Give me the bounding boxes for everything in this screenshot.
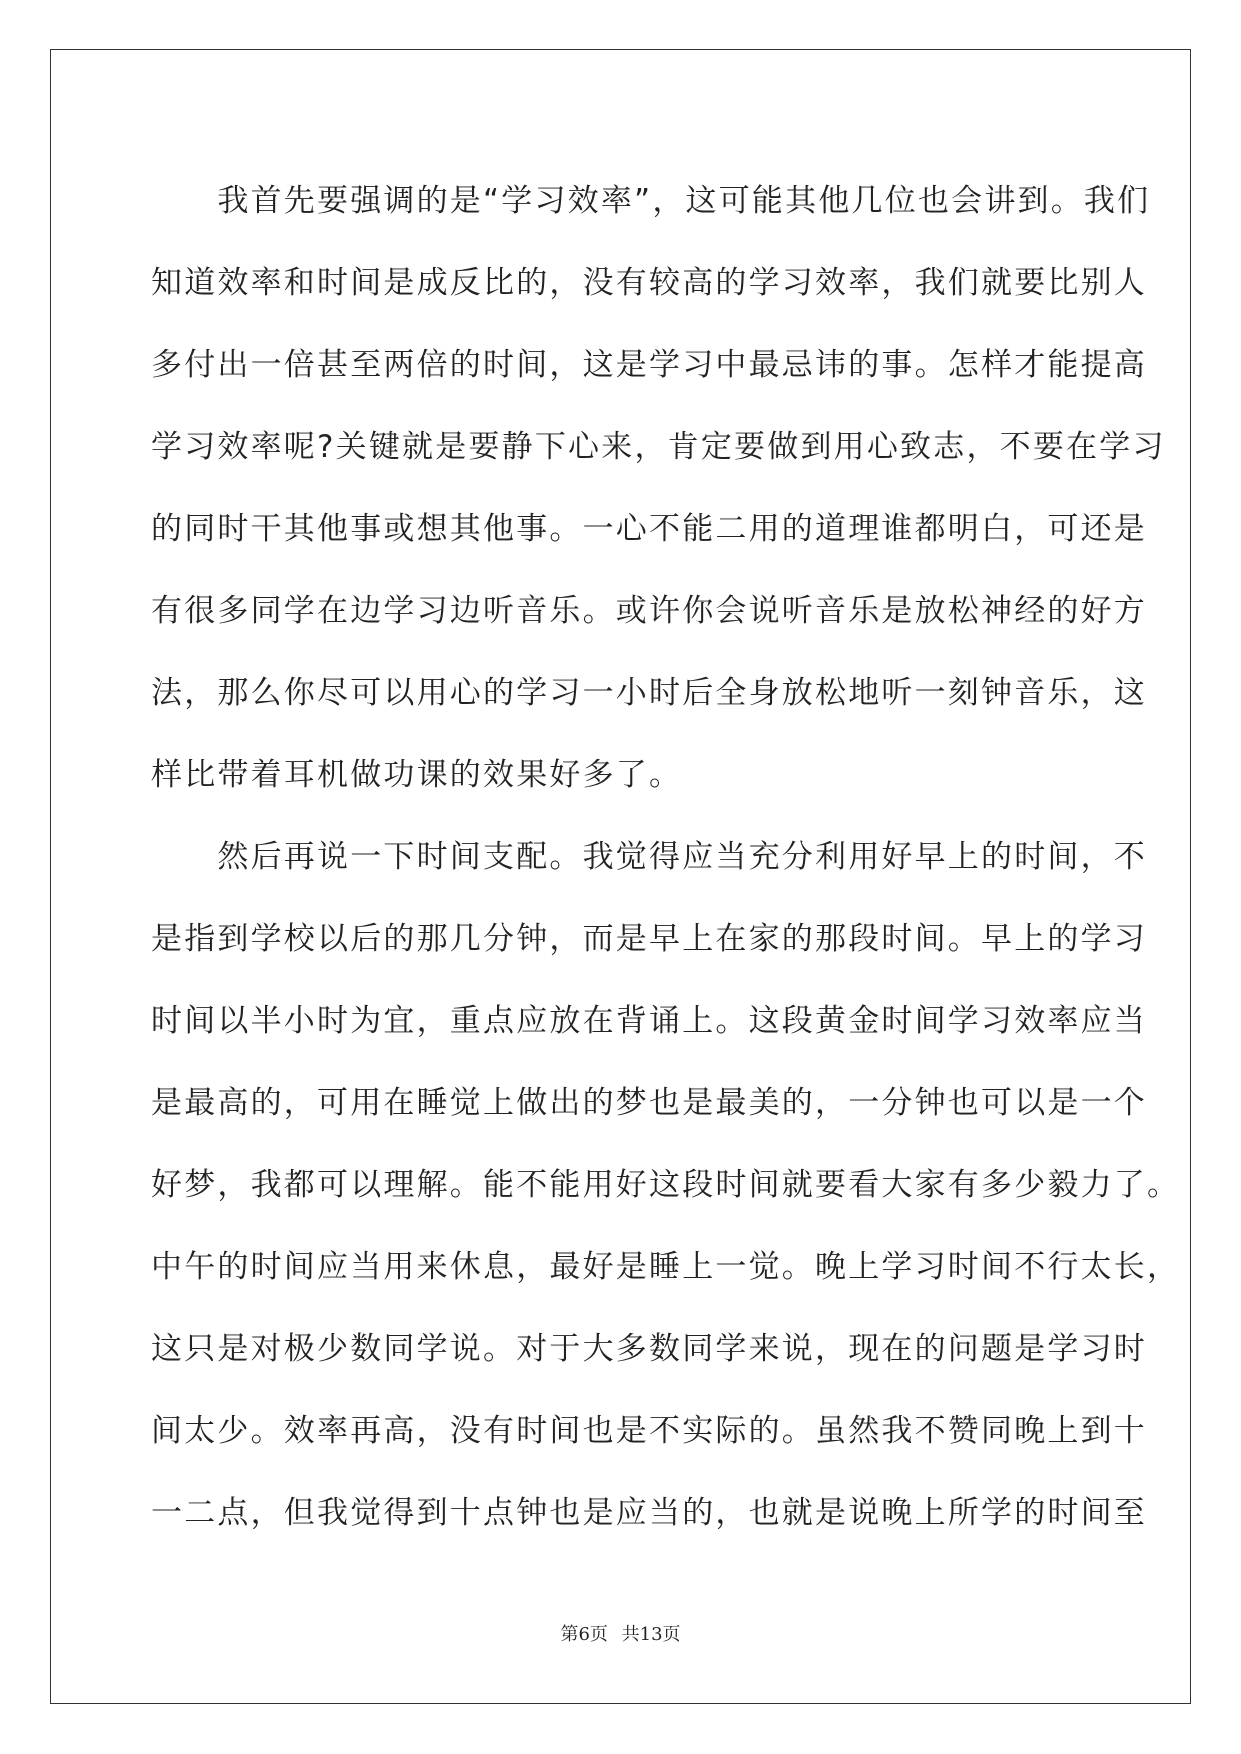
text-line: 学习效率呢?关键就是要静下心来，肯定要做到用心致志，不要在学习 [151, 429, 1166, 465]
document-body [151, 160, 1181, 1554]
text-line: 中午的时间应当用来休息，最好是睡上一觉。晚上学习时间不行太长， [151, 1249, 1181, 1285]
text-line: 多付出一倍甚至两倍的时间，这是学习中最忌讳的事。怎样才能提高 [151, 347, 1147, 383]
text-line: 时间以半小时为宜，重点应放在背诵上。这段黄金时间学习效率应当 [151, 1003, 1147, 1039]
text-line: 这只是对极少数同学说。对于大多数同学来说，现在的问题是学习时 [151, 1331, 1147, 1367]
text-line: 间太少。效率再高，没有时间也是不实际的。虽然我不赞同晚上到十 [151, 1413, 1147, 1449]
text-line: 的同时干其他事或想其他事。一心不能二用的道理谁都明白，可还是 [151, 511, 1147, 547]
text-line: 法，那么你尽可以用心的学习一小时后全身放松地听一刻钟音乐，这 [151, 675, 1147, 711]
text-line: 是指到学校以后的那几分钟，而是早上在家的那段时间。早上的学习 [151, 921, 1147, 957]
text-line: 一二点，但我觉得到十点钟也是应当的，也就是说晚上所学的时间至 [151, 1495, 1147, 1531]
page-number-current: 第6页 [560, 1624, 608, 1645]
page-number-total: 共13页 [621, 1624, 681, 1645]
text-line: 是最高的，可用在睡觉上做出的梦也是最美的，一分钟也可以是一个 [151, 1085, 1147, 1121]
page-footer [0, 1620, 1241, 1646]
text-line: 好梦，我都可以理解。能不能用好这段时间就要看大家有多少毅力了。 [151, 1167, 1181, 1203]
text-line: 样比带着耳机做功课的效果好多了。 [151, 757, 683, 793]
text-line: 然后再说一下时间支配。我觉得应当充分利用好早上的时间，不 [151, 839, 1147, 875]
text-line: 我首先要强调的是“学习效率”，这可能其他几位也会讲到。我们 [151, 183, 1151, 219]
text-line: 有很多同学在边学习边听音乐。或许你会说听音乐是放松神经的好方 [151, 593, 1147, 629]
text-line: 知道效率和时间是成反比的，没有较高的学习效率，我们就要比别人 [151, 265, 1147, 301]
